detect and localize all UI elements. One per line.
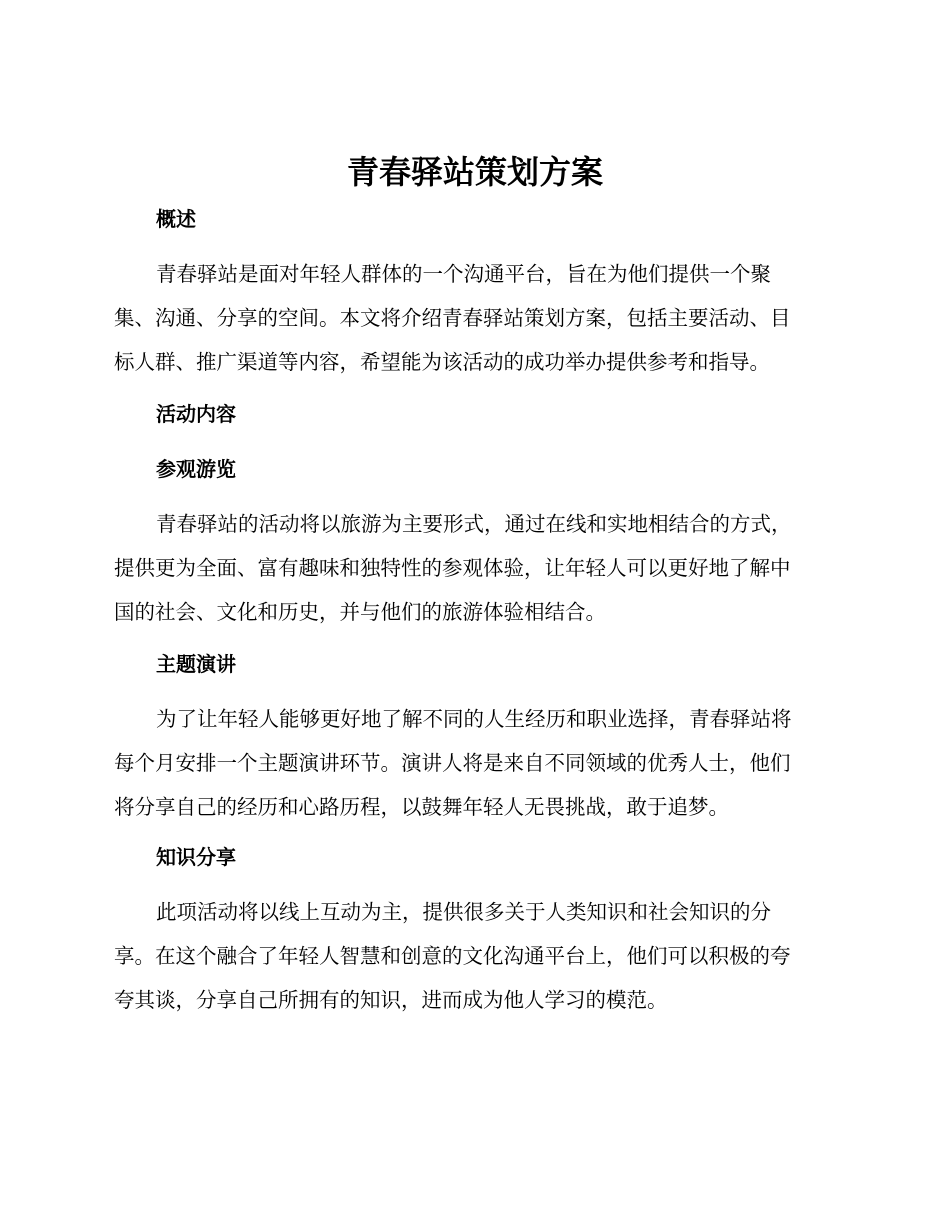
paragraph-keynote: [114, 697, 836, 829]
paragraph-line: 享。在这个融合了年轻人智慧和创意的文化沟通平台上，他们可以积极的夸: [114, 944, 791, 968]
paragraph-overview: [114, 252, 836, 384]
paragraph-line: 提供更为全面、富有趣味和独特性的参观体验，让年轻人可以更好地了解中: [114, 556, 791, 580]
paragraph-line: 青春驿站是面对年轻人群体的一个沟通平台，旨在为他们提供一个聚: [156, 262, 771, 286]
document-title: 青春驿站策划方案: [346, 153, 603, 191]
paragraph-line: 此项活动将以线上互动为主，提供很多关于人类知识和社会知识的分: [156, 900, 771, 924]
section-heading-overview: 概述: [156, 207, 196, 231]
paragraph-knowledge-sharing: [114, 890, 836, 1022]
paragraph-line: 集、沟通、分享的空间。本文将介绍青春驿站策划方案，包括主要活动、目: [114, 306, 791, 330]
paragraph-line: 夸其谈，分享自己所拥有的知识，进而成为他人学习的模范。: [114, 988, 668, 1012]
section-heading-sightseeing: 参观游览: [156, 457, 236, 481]
paragraph-sightseeing: [114, 502, 836, 634]
paragraph-line: 青春驿站的活动将以旅游为主要形式，通过在线和实地相结合的方式，: [156, 512, 792, 536]
section-heading-activities: 活动内容: [156, 402, 236, 426]
paragraph-line: 国的社会、文化和历史，并与他们的旅游体验相结合。: [114, 600, 606, 624]
paragraph-line: 将分享自己的经历和心路历程，以鼓舞年轻人无畏挑战，敢于追梦。: [114, 795, 729, 819]
paragraph-line: 标人群、推广渠道等内容，希望能为该活动的成功举办提供参考和指导。: [114, 350, 770, 374]
paragraph-line: 为了让年轻人能够更好地了解不同的人生经历和职业选择，青春驿站将: [156, 707, 792, 731]
section-heading-knowledge-sharing: 知识分享: [156, 845, 236, 869]
section-heading-keynote: 主题演讲: [156, 652, 236, 676]
paragraph-line: 每个月安排一个主题演讲环节。演讲人将是来自不同领域的优秀人士，他们: [114, 751, 791, 775]
